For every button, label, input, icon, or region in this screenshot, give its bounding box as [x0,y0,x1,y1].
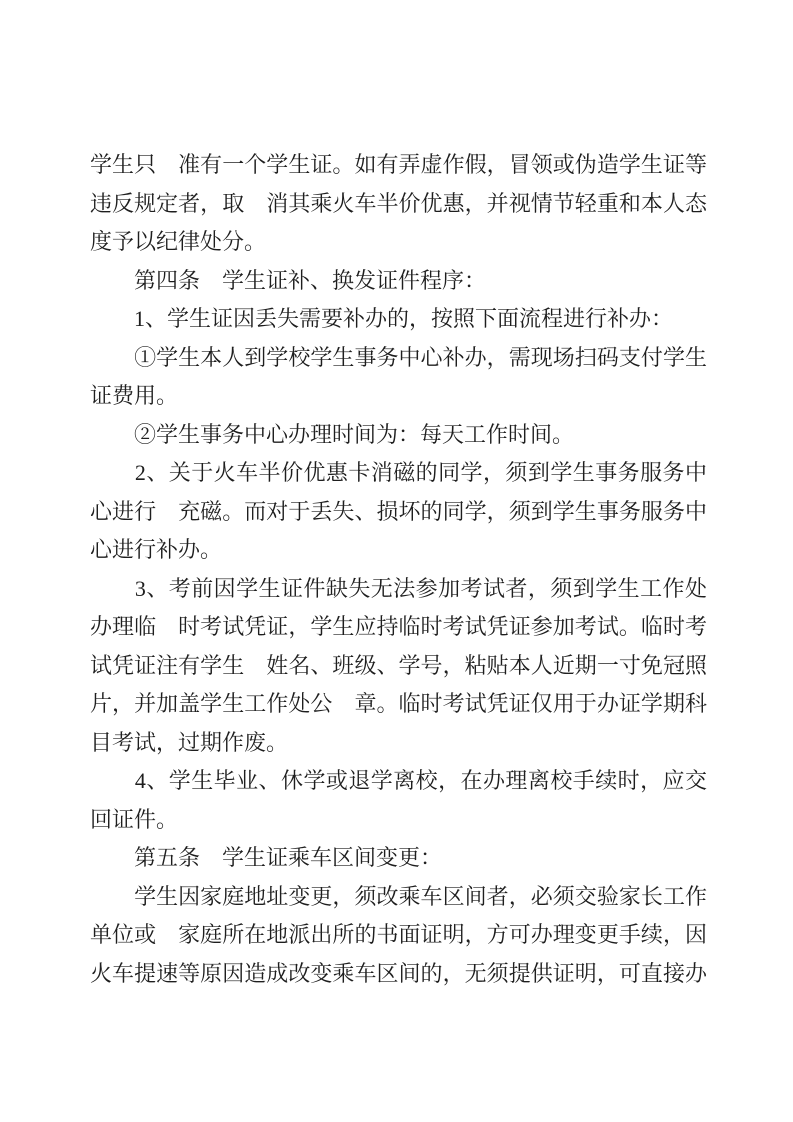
text-line: 2、关于火车半价优惠卡消磁的同学，须到学生事务服务中 [90,460,707,485]
text-line: 心进行补办。 [90,537,223,562]
text-line: 办理临 时考试凭证，学生应持临时考试凭证参加考试。临时考 [90,614,707,639]
text-line: ①学生本人到学校学生事务中心补办，需现场扫码支付学生 [90,344,707,370]
text-line: 证费用。 [90,383,179,408]
text-line: 违反规定者，取 消其乘火车半价优惠，并视情节轻重和本人态 [90,190,707,216]
document-text-block [90,146,707,993]
text-line: 1、学生证因丢失需要补办的，按照下面流程进行补办： [90,306,674,331]
text-line: 心进行 充磁。而对于丢失、损坏的同学，须到学生事务服务中 [90,498,707,524]
text-line: 试凭证注有学生 姓名、班级、学号，粘贴本人近期一寸免冠照 [90,652,707,678]
text-line: 单位或 家庭所在地派出所的书面证明，方可办理变更手续，因 [90,922,707,947]
text-line: 学生只 准有一个学生证。如有弄虚作假，冒领或伪造学生证等 [90,152,707,177]
text-line: 3、考前因学生证件缺失无法参加考试者，须到学生工作处 [90,575,707,601]
text-line: 学生因家庭地址变更，须改乘车区间者，必须交验家长工作 [90,883,707,909]
text-line: 4、学生毕业、休学或退学离校，在办理离校手续时，应交 [90,768,707,793]
text-line: 第五条 学生证乘车区间变更： [90,845,443,870]
text-line: 度予以纪律处分。 [90,229,267,254]
text-line: ②学生事务中心办理时间为：每天工作时间。 [90,421,575,447]
text-line: 目考试，过期作废。 [90,729,289,755]
text-line: 火车提速等原因造成改变乘车区间的，无须提供证明，可直接办 [90,960,707,986]
text-line: 第四条 学生证补、换发证件程序： [90,267,487,293]
text-line: 回证件。 [90,806,179,832]
text-line: 片，并加盖学生工作处公 章。临时考试凭证仅用于办证学期科 [90,691,707,716]
